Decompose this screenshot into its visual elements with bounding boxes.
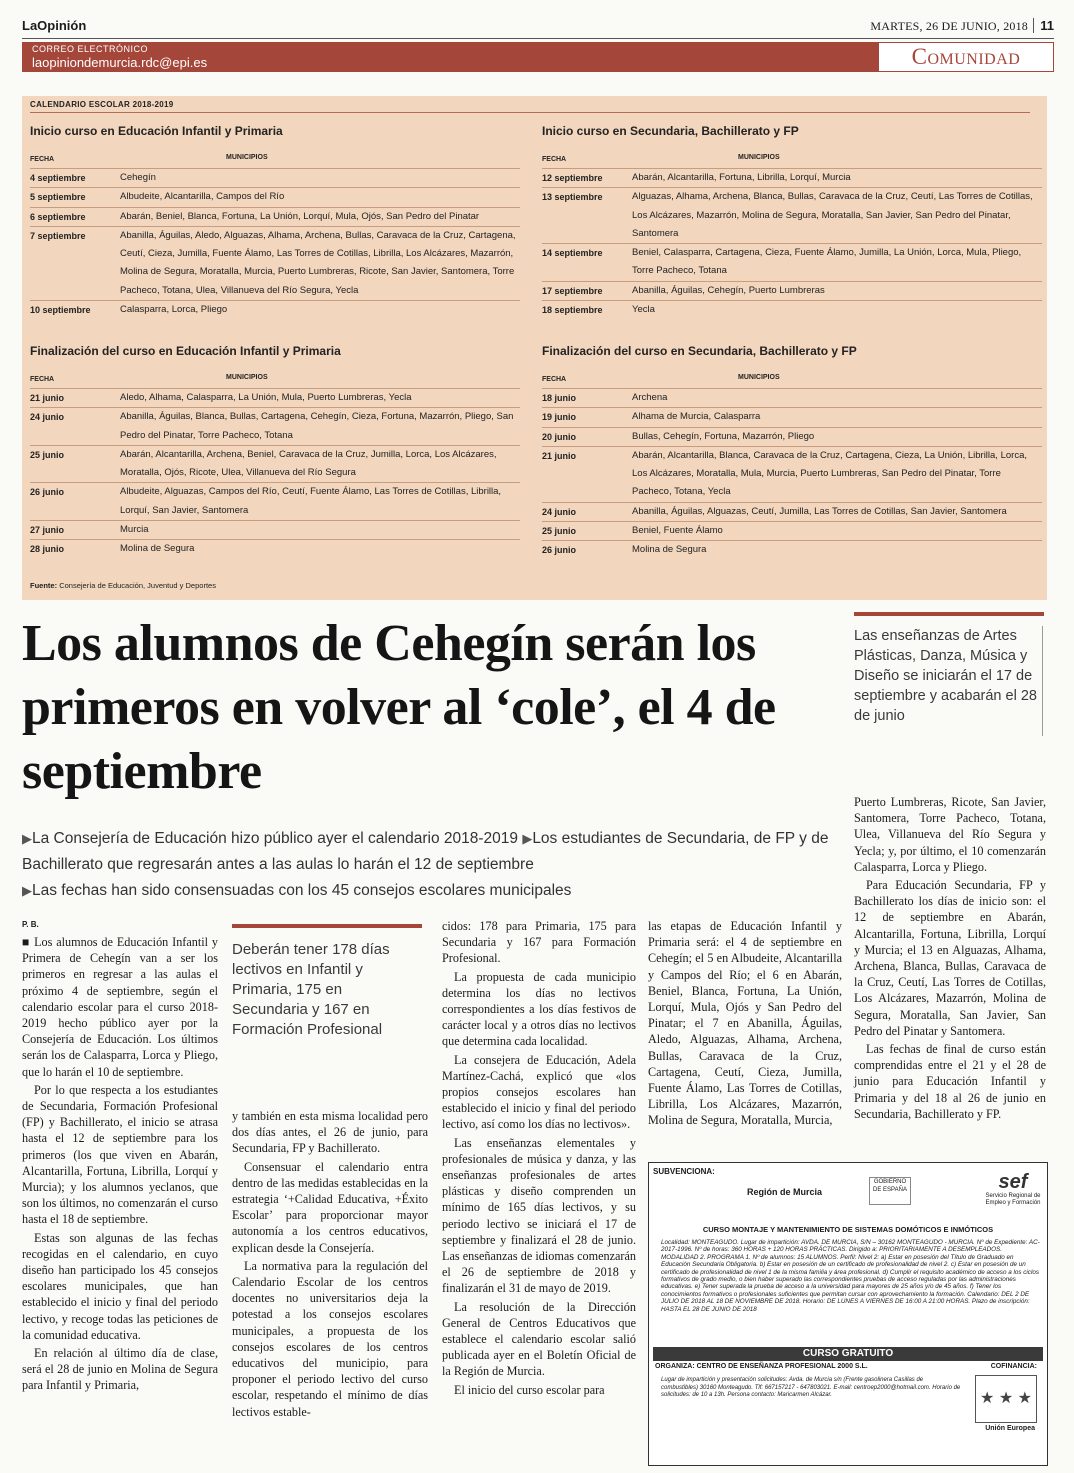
fecha-header: FECHA <box>30 376 55 383</box>
triangle-bullet-icon: ▶ <box>22 883 32 898</box>
paragraph: Puerto Lumbreras, Ricote, San Javier, Santomera, Torre Pacheco, Totana, Ulea, Villanueva del Río Segura y Yecla; y, por último, el 10 comenzarán Calasparra, Lorca y Pliego. <box>854 795 1046 874</box>
section-title: Inicio curso en Educación Infantil y Primaria <box>30 124 283 138</box>
table-row <box>542 502 1042 521</box>
row-date: 21 junio <box>30 393 65 403</box>
subvenciona-label: SUBVENCIONA: <box>653 1167 715 1176</box>
row-date: 12 septiembre <box>542 173 603 183</box>
triangle-bullet-icon: ▶ <box>522 831 533 846</box>
course-advertisement <box>648 1162 1048 1466</box>
section-title: Inicio curso en Secundaria, Bachillerato y FP <box>542 124 799 138</box>
article-column-2 <box>232 1108 428 1422</box>
row-municipios: Abanilla, Águilas, Cehegín, Puerto Lumbreras <box>632 284 825 296</box>
source-text: Consejería de Educación, Juventud y Deportes <box>59 581 216 590</box>
row-date: 26 junio <box>542 545 577 556</box>
issue-date: MARTES, 26 DE JUNIO, 2018 <box>870 19 1028 33</box>
row-municipios: Murcia <box>120 524 149 536</box>
application-info: Lugar de impartición y presentación solicitudes: Avda. de Murcia s/n (Frente gasolinera Casillas de combustibles) 30160 Monteagudo. Tlf: 667157217 - 647803021. E-mail: centroep2000@hotmail.com. Horario de solicitudes: de 10 a 13h. Persona contacto: Maricarmen Alcázar. <box>661 1377 961 1398</box>
column-headers <box>30 154 520 168</box>
paragraph: La resolución de la Dirección General de Centros Educativos que establece el calendario escolar salió publicada ayer en el Boletín Oficial de la Región de Murcia. <box>442 1299 636 1379</box>
row-date: 25 junio <box>30 449 65 460</box>
eu-label: Unión Europea <box>985 1425 1035 1432</box>
column-headers <box>30 374 520 388</box>
row-municipios: Molina de Segura <box>632 544 707 556</box>
newspaper-logo: LaOpinión <box>22 18 87 33</box>
fecha-header: FECHA <box>542 156 567 163</box>
source-label: Fuente: <box>30 581 58 590</box>
row-date: 20 junio <box>542 431 577 442</box>
table-row <box>30 520 520 539</box>
column-headers <box>542 154 1042 168</box>
sidebar-subhead: Las enseñanzas de Artes Plásticas, Danza, Música y Diseño se iniciarán el 17 de septiembre y acabarán el 28 de junio <box>854 628 1037 724</box>
row-date: 26 junio <box>30 487 65 498</box>
fecha-header: FECHA <box>542 376 567 383</box>
table-row <box>542 243 1042 281</box>
table-row <box>542 446 1042 502</box>
table-row <box>30 539 520 558</box>
table-row <box>30 482 520 520</box>
row-date: 19 junio <box>542 412 577 423</box>
row-date: 10 septiembre <box>30 305 91 316</box>
table-row <box>542 187 1042 243</box>
paragraph: Estas son algunas de las fechas recogidas en el calendario, en cuyo diseño han participado los 45 consejos escolares municipales, que han establecido el inicio y final del periodo lectivo, y recoge todas las peticiones de la comunidad educativa. <box>22 1230 218 1342</box>
paragraph: El inicio del curso escolar para <box>454 1382 605 1397</box>
table-row <box>30 407 520 445</box>
row-municipios: Albudeite, Alcantarilla, Campos del Río <box>120 191 285 203</box>
table-row <box>30 207 520 226</box>
section-fin-primaria <box>30 344 520 559</box>
paragraph: ■ Los alumnos de Educación Infantil y Primera de Cehegín van a ser los primeros en regresar a las aulas el próximo 4 de septiembre, según el calendario escolar para el curso 2018-2019 hecho público ayer por la Consejería de Educación. Los últimos serán los de Calasparra, Lorca y Pliego, que lo harán el 10 de septiembre. <box>22 935 218 1079</box>
paragraph: La propuesta de cada municipio determina los días no lectivos correspondientes a los días festivos de carácter local y a otros días no lectivos que determina cada localidad. <box>442 969 636 1049</box>
article-summary <box>22 826 842 904</box>
email-label: CORREO ELECTRÓNICO <box>32 44 149 54</box>
cofinancia-label: COFINANCIA: <box>990 1363 1037 1370</box>
table-row <box>30 226 520 300</box>
pullquote-rule <box>232 924 422 928</box>
table-row <box>30 445 520 483</box>
row-date: 17 septiembre <box>542 285 603 296</box>
paragraph: Por lo que respecta a los estudiantes de Secundaria, Formación Profesional (FP) y Bachillerato, el inicio se atrasa hasta el 12 de septiembre para los primeros (los que viven en Abarán, Alcantarilla, Fortuna, Librilla, Lorquí y Murcia); y los alumnos yeclanos, que son los últimos, no comenzarán el curso hasta el 18 de septiembre. <box>22 1082 218 1227</box>
article-column-4 <box>648 918 842 1131</box>
region-murcia-logo: Región de Murcia <box>747 1187 823 1197</box>
table-row <box>542 168 1042 187</box>
paragraph: Las fechas de final de curso están comprendidas entre el 21 y el 28 de junio para Educación Infantil y Primaria y del 18 al 26 de junio en Secundaria, Bachillerato y FP. <box>854 1042 1046 1121</box>
row-municipios: Abarán, Beniel, Blanca, Fortuna, La Unión, Lorquí, Mula, Ojós, San Pedro del Pinatar <box>120 210 480 222</box>
gobierno-logo: GOBIERNO DE ESPAÑA <box>869 1177 911 1205</box>
paragraph: Para Educación Secundaria, FP y Bachillerato los días de inicio son: el 12 de septiembre en Abarán, Alcantarilla, Fortuna, Librilla, Lorquí y Murcia; el 13 en Alguazas, Alhama, Archena, Blanca, Bullas, Caravaca de la Cruz, Ceutí, Las Torres de Cotillas, Los Alcázares, Mazarrón, Molina de Segura, Moratalla, San Javier, San Pedro del Pinatar y Santomera. <box>854 878 1046 1038</box>
row-municipios: Aledo, Alhama, Calasparra, La Unión, Mula, Puerto Lumbreras, Yecla <box>120 392 412 403</box>
section-bar <box>22 42 1054 72</box>
section-fin-secundaria <box>542 344 1042 560</box>
calendar-source <box>30 581 216 590</box>
row-date: 6 septiembre <box>30 211 86 222</box>
row-municipios: Molina de Segura <box>120 543 195 555</box>
article-column-1 <box>22 934 218 1396</box>
row-date: 28 junio <box>30 544 65 555</box>
row-municipios: Abarán, Alcantarilla, Fortuna, Librilla, Lorquí, Murcia <box>632 172 851 183</box>
table-row <box>542 427 1042 446</box>
article-headline: Los alumnos de Cehegín serán los primeros en volver al ‘cole’, el 4 de septiembre <box>22 615 776 800</box>
row-municipios: Abarán, Alcantarilla, Archena, Beniel, Caravaca de la Cruz, Jumilla, Lorca, Los Alcázares, Moratalla, Ojós, Ricote, Ulea, Villanueva del Río Segura <box>120 448 497 479</box>
table-row <box>542 300 1042 319</box>
row-date: 18 septiembre <box>542 305 603 316</box>
municipios-header: MUNICIPIOS <box>738 154 780 161</box>
table-row <box>542 407 1042 426</box>
page-number: 11 <box>1033 18 1054 33</box>
row-municipios: Beniel, Fuente Álamo <box>632 525 723 537</box>
article-column-3 <box>442 918 636 1400</box>
municipios-header: MUNICIPIOS <box>738 374 780 381</box>
table-row <box>542 281 1042 300</box>
paragraph: las etapas de Educación Infantil y Primaria será: el 4 de septiembre en Cehegín; el 5 en Albudeite, Alcantarilla y Campos del Río; el 6 en Abarán, Beniel, Blanca, Fortuna, La Unión, Lorquí, Mula, Ojós y San Pedro del Pinatar; el 7 en Abanilla, Águilas, Aledo, Alguazas, Alhama, Archena, Bullas, Caravaca de la Cruz, Cartagena, Ceutí, Cieza, Jumilla, Fuente Álamo, Las Torres de Cotillas, Librilla, Los Alcázares, Mazarrón, Molina de Segura, Moratalla, Murcia, <box>648 919 842 1128</box>
row-municipios: Alhama de Murcia, Calasparra <box>632 411 761 423</box>
summary-bullet-2: Los estudiantes de Secundaria, de FP y de Bachillerato que regresarán antes a las aulas lo harán el 12 de septiembre <box>22 830 829 873</box>
section-name: Comunidad <box>878 42 1054 72</box>
sef-logo <box>985 1171 1041 1207</box>
row-municipios: Abanilla, Águilas, Alguazas, Ceutí, Jumilla, Las Torres de Cotillas, San Javier, Santomera <box>632 505 1007 517</box>
table-row <box>542 521 1042 540</box>
municipios-header: MUNICIPIOS <box>226 374 268 381</box>
calendar-title: CALENDARIO ESCOLAR 2018-2019 <box>30 100 174 109</box>
row-municipios: Abanilla, Águilas, Aledo, Alguazas, Alhama, Archena, Bullas, Caravaca de la Cruz, Cartagena, Ceutí, Cieza, Jumilla, Fuente Álamo, Las Torres de Cotillas, Librilla, Los Alcázares, Mazarrón, Molina de Segura, Moratalla, Murcia, Puerto Lumbreras, Ricote, San Javier, Santomera, Torre Pacheco, Totana, Ulea, Villanueva del Río Segura, Yecla <box>120 229 516 296</box>
masthead <box>22 16 1054 39</box>
row-municipios: Abarán, Alcantarilla, Blanca, Caravaca de la Cruz, Cartagena, Cieza, La Unión, Librilla, Lorca, Los Alcázares, Moratalla, Mula, Murcia, Puerto Lumbreras, San Pedro del Pinatar, Torre Pacheco, Totana, Yecla <box>632 449 1027 498</box>
fecha-header: FECHA <box>30 156 55 163</box>
paragraph: En relación al último día de clase, será el 28 de junio en Molina de Segura para Infantil y Primaria, <box>22 1346 218 1393</box>
row-municipios: Calasparra, Lorca, Pliego <box>120 304 228 316</box>
row-date: 27 junio <box>30 525 65 536</box>
paragraph: La consejera de Educación, Adela Martínez-Cachá, explicó que «los propios consejos escolares han establecido el inicio y final del periodo lectivo, así como los días no lectivos». <box>442 1052 636 1132</box>
free-course-banner: CURSO GRATUITO <box>653 1347 1043 1361</box>
row-date: 21 junio <box>542 450 577 461</box>
pullquote: Deberán tener 178 días lectivos en Infantil y Primaria, 175 en Secundaria y 167 en Formación Profesional <box>232 941 390 1038</box>
sef-wordmark: sef <box>998 1171 1028 1193</box>
contact-email: laopiniondemurcia.rdc@epi.es <box>32 55 208 70</box>
table-row <box>30 388 520 407</box>
section-inicio-secundaria <box>542 124 1042 319</box>
table-row <box>542 388 1042 407</box>
calendar-divider <box>30 112 1030 113</box>
row-date: 13 septiembre <box>542 192 603 203</box>
row-municipios: Bullas, Cehegín, Fortuna, Mazarrón, Pliego <box>632 430 815 442</box>
table-row <box>30 187 520 206</box>
row-date: 4 septiembre <box>30 173 86 183</box>
course-title: CURSO MONTAJE Y MANTENIMIENTO DE SISTEMAS DOMÓTICOS E INMÓTICOS <box>702 1225 994 1234</box>
school-calendar-box <box>22 96 1047 600</box>
paragraph: La normativa para la regulación del Calendario Escolar de los centros docentes no universitarios deja la potestad a los consejos escolares municipales, a propuesta de los consejos escolares de los centros educativos del municipio, para proponer el periodo lectivo del curso escolar, respetando el mínimo de días lectivos estable- <box>232 1258 428 1419</box>
row-date: 25 junio <box>542 526 577 537</box>
row-municipios: Albudeite, Alguazas, Campos del Río, Ceutí, Fuente Álamo, Las Torres de Cotillas, Librilla, Lorquí, San Javier, Santomera <box>120 486 502 516</box>
row-municipios: Abanilla, Águilas, Blanca, Bullas, Cartagena, Cehegín, Cieza, Fortuna, Mazarrón, Pliego, San Pedro del Pinatar, Torre Pacheco, Totana <box>120 411 514 441</box>
row-date: 24 junio <box>542 506 577 517</box>
table-row <box>542 540 1042 559</box>
row-municipios: Beniel, Calasparra, Cartagena, Cieza, Fuente Álamo, Jumilla, La Unión, Lorca, Mula, Pliego, Torre Pacheco, Totana <box>632 247 1022 277</box>
row-municipios: Cehegín <box>120 172 156 183</box>
paragraph: Consensuar el calendario entra dentro de las medidas establecidas en la estrategia ‘+Calidad Educativa, +Éxito Escolar’ para proporcionar mayor autonomía a los centros educativos, explican desde la Consejería. <box>232 1159 428 1255</box>
row-date: 14 septiembre <box>542 248 603 259</box>
table-row <box>30 300 520 319</box>
row-date: 7 septiembre <box>30 230 86 241</box>
organiza-label: ORGANIZA: CENTRO DE ENSEÑANZA PROFESIONAL 2000 S.L. <box>655 1363 868 1370</box>
byline: P. B. <box>22 920 39 929</box>
article-column-5 <box>854 794 1046 1124</box>
section-title: Finalización del curso en Educación Infantil y Primaria <box>30 344 341 358</box>
sidebar-rule <box>854 612 1044 616</box>
course-details: Localidad: MONTEAGUDO. Lugar de impartición: AVDA. DE MURCIA, S/N – 30162 MONTEAGUDO - MURCIA. Nº de Expediente: AC-2017-1996. Nº de horas: 360 HORAS + 120 HORAS PRÁCTICAS. Dirigido a: PRIORITARIAMENTE A DESEMPLEADOS. MODALIDAD 2. PROGRAMA 1. Nº de alumnos: 15 ALUMNOS. Perfil: Nivel 2: a) Estar en posesión del Título de Graduado en Educación Secundaria Obligatoria. b) Estar en posesión de un certificado de profesionalidad de nivel 2. c) Estar en posesión de un certificado de profesionalidad de nivel 1 de la misma familia y área profesional. d) Cumplir el requisito académico de acceso a los ciclos formativos de grado medio, o bien haber superado las correspondientes pruebas de acceso reguladas por las administraciones educativas. e) Tener superada la prueba de acceso a la universidad para mayores de 25 años y/o de 45 años. f) Tener los conocimientos formativos o profesionales suficientes que permitan cursar con aprovechamiento la formación. Calendario: DEL 2 DE JULIO DE 2018 AL 18 DE NOVIEMBRE DE 2018. Horario: DE LUNES A VIERNES DE 16:00 A 21:00 HORAS. Plazo de inscripción: HASTA EL 28 DE JUNIO DE 2018 <box>661 1239 1040 1313</box>
sidebar-vertical-rule <box>1042 626 1043 736</box>
row-municipios: Archena <box>632 392 668 403</box>
paragraph: y también en esta misma localidad pero dos días antes, el 26 de junio, para Secundaria, FP y Bachillerato. <box>232 1109 428 1156</box>
row-municipios: Yecla <box>632 304 655 316</box>
triangle-bullet-icon: ▶ <box>22 831 32 846</box>
column-headers <box>542 374 1042 388</box>
paragraph: cidos: 178 para Primaria, 175 para Secundaria y 167 para Formación Profesional. <box>442 919 636 966</box>
row-municipios: Alguazas, Alhama, Archena, Blanca, Bullas, Caravaca de la Cruz, Ceutí, Las Torres de Cotillas, Los Alcázares, Mazarrón, Molina de Segura, Moratalla, San Javier, San Pedro del Pinatar, Santomera <box>632 191 1033 239</box>
eu-flag-icon: ★ ★ ★ <box>975 1375 1037 1423</box>
paragraph: Las enseñanzas elementales y profesionales de música y danza, y las enseñanzas profesionales de artes plásticas y diseño comprenden un mínimo de 165 días lectivos, y su periodo lectivo se iniciará el 17 de septiembre y finalizará el 28 de junio. Las enseñanzas de idiomas comenzarán el 26 de septiembre de 2018 y finalizarán el 31 de mayo de 2019. <box>442 1135 636 1296</box>
sef-name: Servicio Regional de Empleo y Formación <box>985 1193 1041 1206</box>
row-date: 5 septiembre <box>30 192 86 203</box>
table-row <box>30 168 520 187</box>
section-title: Finalización del curso en Secundaria, Bachillerato y FP <box>542 344 857 358</box>
summary-bullet-3: Las fechas han sido consensuadas con los 45 consejos escolares municipales <box>32 882 572 899</box>
municipios-header: MUNICIPIOS <box>226 154 268 161</box>
summary-bullet-1: La Consejería de Educación hizo público ayer el calendario 2018-2019 <box>32 830 518 847</box>
row-date: 24 junio <box>30 412 65 423</box>
section-inicio-primaria <box>30 124 520 319</box>
row-date: 18 junio <box>542 393 577 403</box>
